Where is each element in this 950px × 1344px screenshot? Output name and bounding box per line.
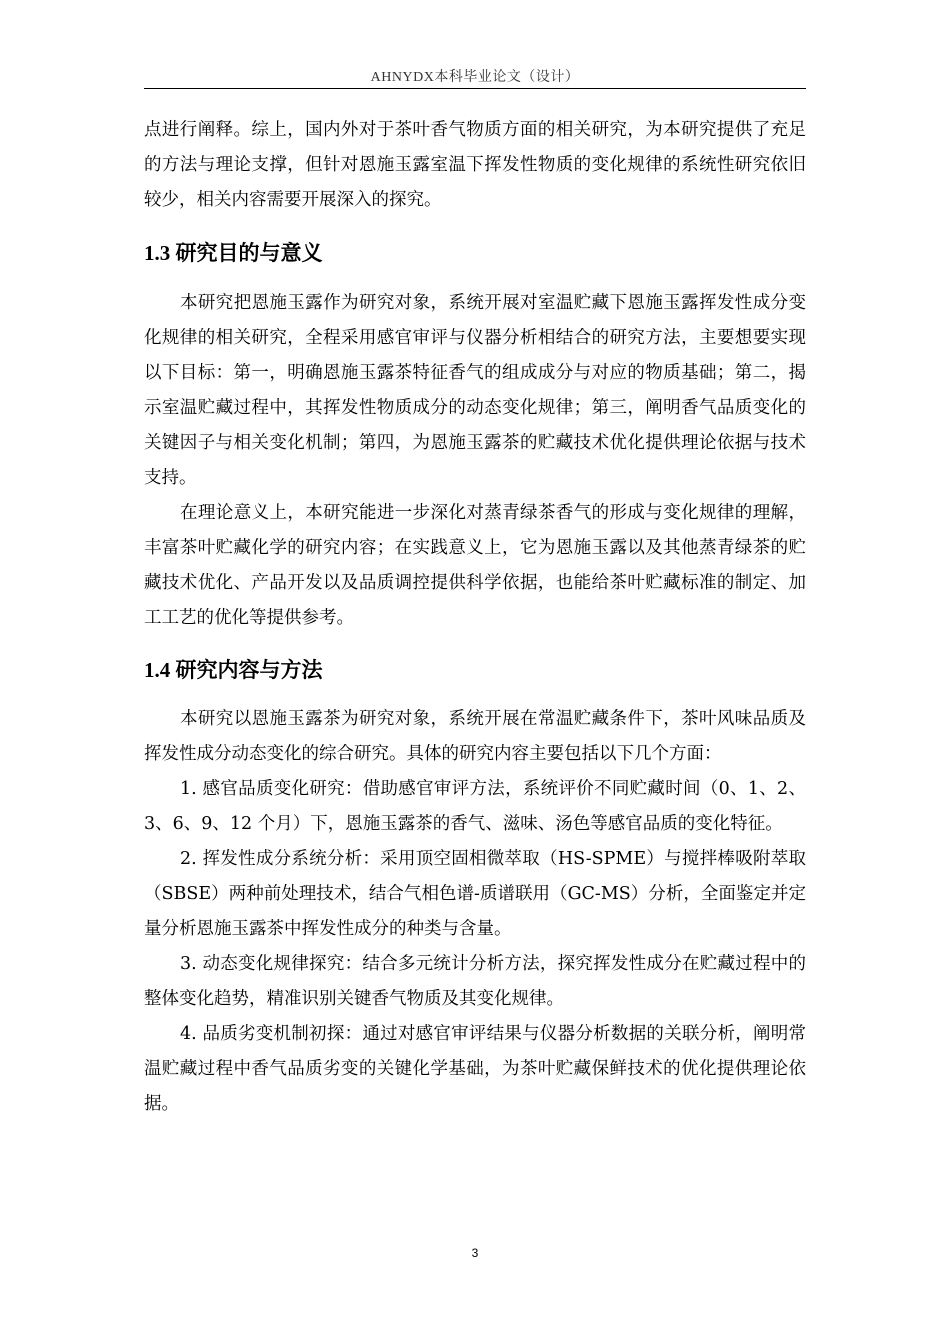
list-item-dynamic-change: 3. 动态变化规律探究：结合多元统计分析方法，探究挥发性成分在贮藏过程中的整体变化趋势，精准识别关键香气物质及其变化规律。 — [144, 954, 806, 1009]
page-body — [144, 113, 806, 1122]
section-heading-1-4: 1.4 研究内容与方法 — [144, 658, 323, 682]
paragraph-research-content-intro: 本研究以恩施玉露茶为研究对象，系统开展在常温贮藏条件下，茶叶风味品质及挥发性成分动态变化的综合研究。具体的研究内容主要包括以下几个方面： — [144, 709, 806, 764]
continued-paragraph: 点进行阐释。综上，国内外对于茶叶香气物质方面的相关研究，为本研究提供了充足的方法与理论支撑，但针对恩施玉露室温下挥发性物质的变化规律的系统性研究依旧较少，相关内容需要开展深入的探究。 — [144, 120, 806, 210]
paragraph-research-objectives: 本研究把恩施玉露作为研究对象，系统开展对室温贮藏下恩施玉露挥发性成分变化规律的相关研究，全程采用感官审评与仪器分析相结合的研究方法，主要想要实现以下目标：第一，明确恩施玉露茶特征香气的组成成分与对应的物质基础；第二，揭示室温贮藏过程中，其挥发性物质成分的动态变化规律；第三，阐明香气品质变化的关键因子与相关变化机制；第四，为恩施玉露茶的贮藏技术优化提供理论依据与技术支持。 — [144, 293, 806, 488]
page-number: 3 — [471, 1246, 479, 1260]
paragraph-research-significance: 在理论意义上，本研究能进一步深化对蒸青绿茶香气的形成与变化规律的理解，丰富茶叶贮藏化学的研究内容；在实践意义上，它为恩施玉露以及其他蒸青绿茶的贮藏技术优化、产品开发以及品质调控提供科学依据，也能给茶叶贮藏标准的制定、加工工艺的优化等提供参考。 — [144, 503, 806, 628]
header-rule — [144, 88, 806, 89]
running-header: AHNYDX本科毕业论文（设计） — [370, 70, 580, 85]
list-item-volatile-analysis: 2. 挥发性成分系统分析：采用顶空固相微萃取（HS-SPME）与搅拌棒吸附萃取（SBSE）两种前处理技术，结合气相色谱-质谱联用（GC-MS）分析，全面鉴定并定量分析恩施玉露茶中挥发性成分的种类与含量。 — [144, 849, 806, 939]
list-item-sensory-quality: 1. 感官品质变化研究：借助感官审评方法，系统评价不同贮藏时间（0、1、2、3、6、9、12 个月）下，恩施玉露茶的香气、滋味、汤色等感官品质的变化特征。 — [144, 779, 806, 834]
list-item-deterioration-mechanism: 4. 品质劣变机制初探：通过对感官审评结果与仪器分析数据的关联分析，阐明常温贮藏过程中香气品质劣变的关键化学基础，为茶叶贮藏保鲜技术的优化提供理论依据。 — [144, 1024, 806, 1114]
section-heading-1-3: 1.3 研究目的与意义 — [144, 241, 323, 265]
